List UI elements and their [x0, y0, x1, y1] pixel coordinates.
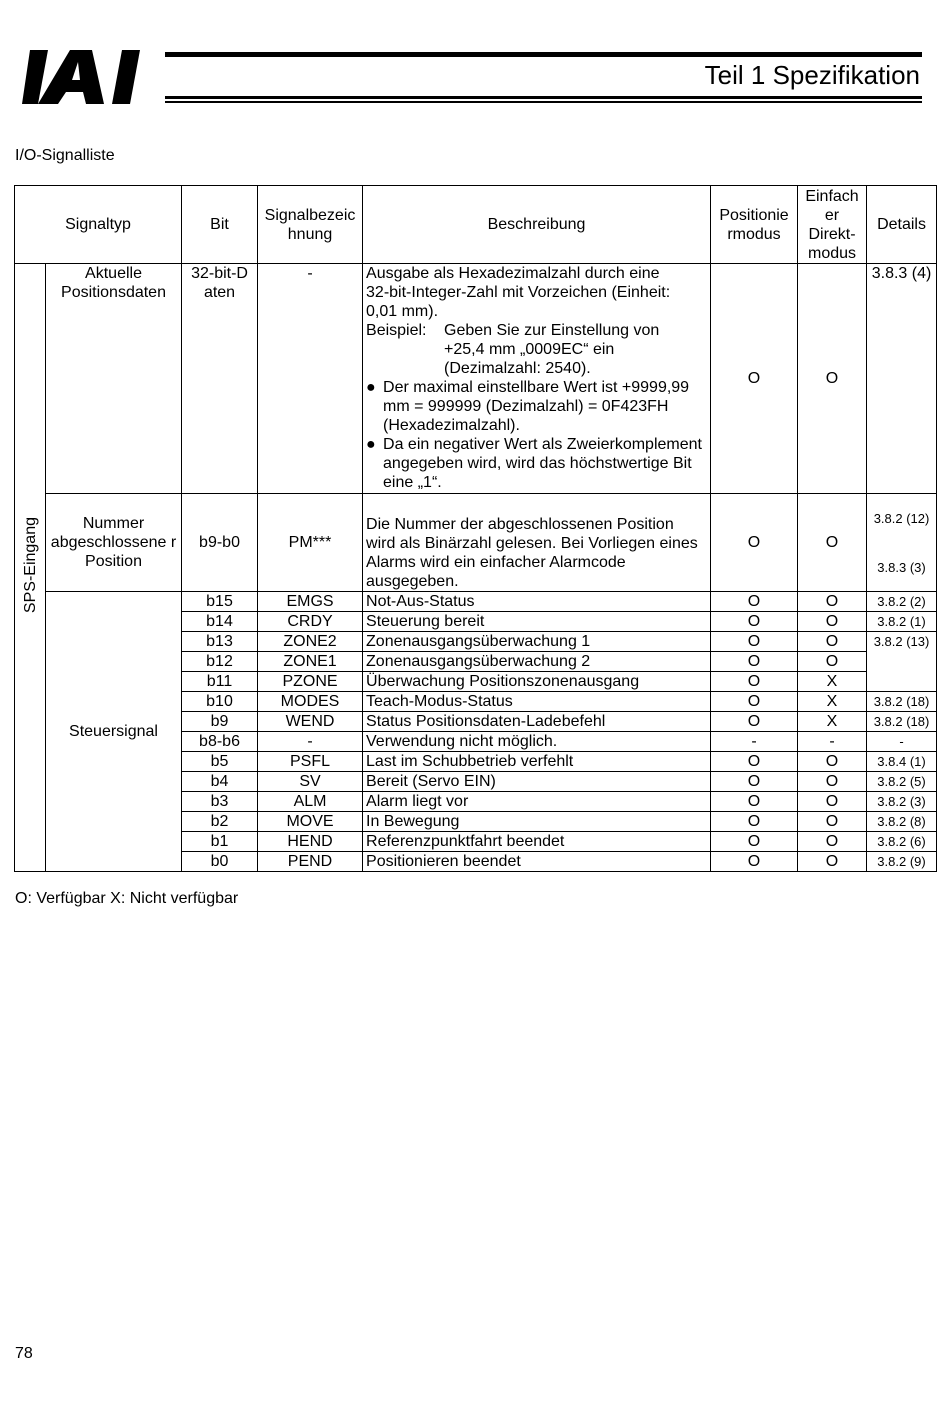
- header-rule-bottom-2: [165, 101, 922, 103]
- group-label-cell: [15, 264, 46, 872]
- example-block: [366, 359, 707, 378]
- bit-cell: b2: [182, 812, 258, 832]
- page-number: 78: [15, 1345, 33, 1362]
- bit-cell: b9: [182, 712, 258, 732]
- bullet-item: [366, 435, 707, 492]
- details-cell: 3.8.2 (13): [867, 632, 937, 692]
- details-cell: 3.8.3 (4): [867, 264, 937, 494]
- bit-cell: b9-b0: [182, 494, 258, 592]
- section-title: I/O-Signalliste: [15, 147, 115, 164]
- bit-cell: b11: [182, 672, 258, 692]
- description-cell: Alarm liegt vor: [363, 792, 711, 812]
- iai-logo: [22, 44, 162, 110]
- bit-cell: b15: [182, 592, 258, 612]
- pos-mode-cell: O: [711, 772, 798, 792]
- header-rule-bottom-1: [165, 96, 922, 99]
- signal-cell: PM***: [258, 494, 363, 592]
- signal-cell: MODES: [258, 692, 363, 712]
- signal-cell: SV: [258, 772, 363, 792]
- direct-mode-cell: X: [798, 672, 867, 692]
- pos-mode-cell: O: [711, 852, 798, 872]
- direct-mode-cell: O: [798, 852, 867, 872]
- signal-cell: -: [258, 732, 363, 752]
- header-signaltyp: Signaltyp: [15, 186, 182, 264]
- signal-cell: WEND: [258, 712, 363, 732]
- availability-legend: O: Verfügbar X: Nicht verfügbar: [15, 890, 239, 907]
- description-cell: Zonenausgangsüberwachung 2: [363, 652, 711, 672]
- bit-cell: b1: [182, 832, 258, 852]
- direct-mode-cell: O: [798, 792, 867, 812]
- bit-cell: b8-b6: [182, 732, 258, 752]
- pos-mode-cell: O: [711, 692, 798, 712]
- details-ref: 3.8.2 (12): [873, 510, 930, 526]
- pos-mode-cell: O: [711, 712, 798, 732]
- description-line: 0,01 mm).: [366, 303, 439, 320]
- pos-mode-cell: O: [711, 792, 798, 812]
- signal-cell: ZONE1: [258, 652, 363, 672]
- pos-mode-cell: O: [711, 632, 798, 652]
- pos-mode-cell: O: [711, 812, 798, 832]
- details-ref: 3.8.3 (3): [877, 559, 926, 575]
- description-cell: Überwachung Positionszonenausgang: [363, 672, 711, 692]
- bit-cell: 32-bit-D aten: [182, 264, 258, 494]
- description-line: 32-bit-Integer-Zahl mit Vorzeichen (Einheit:: [366, 284, 671, 301]
- signal-cell: PSFL: [258, 752, 363, 772]
- direct-mode-cell: X: [798, 712, 867, 732]
- example-block: [366, 340, 707, 359]
- header-details: Details: [867, 186, 937, 264]
- signal-cell: -: [258, 264, 363, 494]
- signal-cell: PEND: [258, 852, 363, 872]
- description-cell: Teach-Modus-Status: [363, 692, 711, 712]
- pos-mode-cell: O: [711, 652, 798, 672]
- table-row: [15, 494, 937, 592]
- direct-mode-cell: O: [798, 632, 867, 652]
- example-block: [366, 321, 707, 340]
- description-cell: Last im Schubbetrieb verfehlt: [363, 752, 711, 772]
- table-row: [15, 264, 937, 494]
- details-spacer: [870, 528, 933, 558]
- description-cell: [363, 264, 711, 494]
- bullet-text: Der maximal einstellbare Wert ist +9999,99 mm = 999999 (Dezimalzahl) = 0F423FH (Hexadezimalzahl).: [383, 379, 690, 434]
- page-header: [0, 0, 950, 120]
- description-cell: Positionieren beendet: [363, 852, 711, 872]
- details-cell: 3.8.2 (8): [867, 812, 937, 832]
- details-cell: 3.8.2 (18): [867, 692, 937, 712]
- group-label: SPS-Eingang: [21, 516, 39, 614]
- bit-cell: b13: [182, 632, 258, 652]
- description-cell: Bereit (Servo EIN): [363, 772, 711, 792]
- example-indent: [366, 359, 444, 378]
- io-signal-table: [14, 185, 937, 872]
- details-cell: [867, 494, 937, 592]
- details-cell: 3.8.2 (1): [867, 612, 937, 632]
- example-line: Geben Sie zur Einstellung von: [444, 322, 660, 339]
- details-cell: 3.8.4 (1): [867, 752, 937, 772]
- category-aktuelle: Aktuelle Positionsdaten: [46, 264, 182, 494]
- direct-mode-cell: O: [798, 812, 867, 832]
- example-line: +25,4 mm „0009EC“ ein: [444, 341, 615, 358]
- category-steuersignal: Steuersignal: [46, 592, 182, 872]
- pos-mode-cell: O: [711, 592, 798, 612]
- category-nummer: Nummer abgeschlossene r Position: [46, 494, 182, 592]
- direct-mode-cell: O: [798, 592, 867, 612]
- description-cell: Die Nummer der abgeschlossenen Position wird als Binärzahl gelesen. Bei Vorliegen eines Alarms wird ein einfacher Alarmcode ausgegeben.: [363, 494, 711, 592]
- header-rule-top: [165, 52, 922, 57]
- pos-mode-cell: O: [711, 264, 798, 494]
- pos-mode-cell: O: [711, 494, 798, 592]
- bit-cell: b4: [182, 772, 258, 792]
- table-header-row: [15, 186, 937, 264]
- description-cell: Not-Aus-Status: [363, 592, 711, 612]
- direct-mode-cell: O: [798, 612, 867, 632]
- header-beschreibung: Beschreibung: [363, 186, 711, 264]
- bit-cell: b12: [182, 652, 258, 672]
- direct-mode-cell: O: [798, 652, 867, 672]
- bit-cell: b3: [182, 792, 258, 812]
- pos-mode-cell: O: [711, 672, 798, 692]
- bullet-item: [366, 378, 707, 435]
- header-bit: Bit: [182, 186, 258, 264]
- description-cell: Status Positionsdaten-Ladebefehl: [363, 712, 711, 732]
- bit-cell: b5: [182, 752, 258, 772]
- signal-cell: PZONE: [258, 672, 363, 692]
- details-cell: 3.8.2 (5): [867, 772, 937, 792]
- details-cell: 3.8.2 (18): [867, 712, 937, 732]
- details-cell: 3.8.2 (9): [867, 852, 937, 872]
- pos-mode-cell: O: [711, 832, 798, 852]
- description-cell: Verwendung nicht möglich.: [363, 732, 711, 752]
- signal-cell: ZONE2: [258, 632, 363, 652]
- direct-mode-cell: O: [798, 832, 867, 852]
- part-title: Teil 1 Spezifikation: [704, 60, 920, 90]
- direct-mode-cell: X: [798, 692, 867, 712]
- details-cell: 3.8.2 (3): [867, 792, 937, 812]
- details-cell: 3.8.2 (2): [867, 592, 937, 612]
- description-cell: Steuerung bereit: [363, 612, 711, 632]
- signal-cell: EMGS: [258, 592, 363, 612]
- description-cell: Referenzpunktfahrt beendet: [363, 832, 711, 852]
- direct-mode-cell: -: [798, 732, 867, 752]
- direct-mode-cell: O: [798, 752, 867, 772]
- signal-cell: MOVE: [258, 812, 363, 832]
- direct-mode-cell: O: [798, 772, 867, 792]
- header-direktmodus: Einfach er Direkt- modus: [798, 186, 867, 264]
- direct-mode-cell: O: [798, 494, 867, 592]
- signal-cell: CRDY: [258, 612, 363, 632]
- example-label: Beispiel:: [366, 322, 427, 339]
- pos-mode-cell: O: [711, 612, 798, 632]
- details-cell: 3.8.2 (6): [867, 832, 937, 852]
- bit-cell: b0: [182, 852, 258, 872]
- description-line: Ausgabe als Hexadezimalzahl durch eine: [366, 265, 660, 282]
- bullet-icon: ●: [366, 436, 376, 453]
- bullet-text: Da ein negativer Wert als Zweierkomplement angegeben wird, wird das höchstwertige Bit eine „1“.: [383, 436, 702, 491]
- header-positioniermodus: Positionie rmodus: [711, 186, 798, 264]
- details-cell: -: [867, 732, 937, 752]
- header-signalbezeichnung: Signalbezeic hnung: [258, 186, 363, 264]
- example-line: (Dezimalzahl: 2540).: [444, 360, 591, 377]
- pos-mode-cell: -: [711, 732, 798, 752]
- signal-cell: HEND: [258, 832, 363, 852]
- pos-mode-cell: O: [711, 752, 798, 772]
- table-row: [15, 592, 937, 612]
- description-cell: Zonenausgangsüberwachung 1: [363, 632, 711, 652]
- signal-cell: ALM: [258, 792, 363, 812]
- bullet-icon: ●: [366, 379, 376, 396]
- direct-mode-cell: O: [798, 264, 867, 494]
- bit-cell: b10: [182, 692, 258, 712]
- bit-cell: b14: [182, 612, 258, 632]
- description-cell: In Bewegung: [363, 812, 711, 832]
- example-indent: [366, 340, 444, 359]
